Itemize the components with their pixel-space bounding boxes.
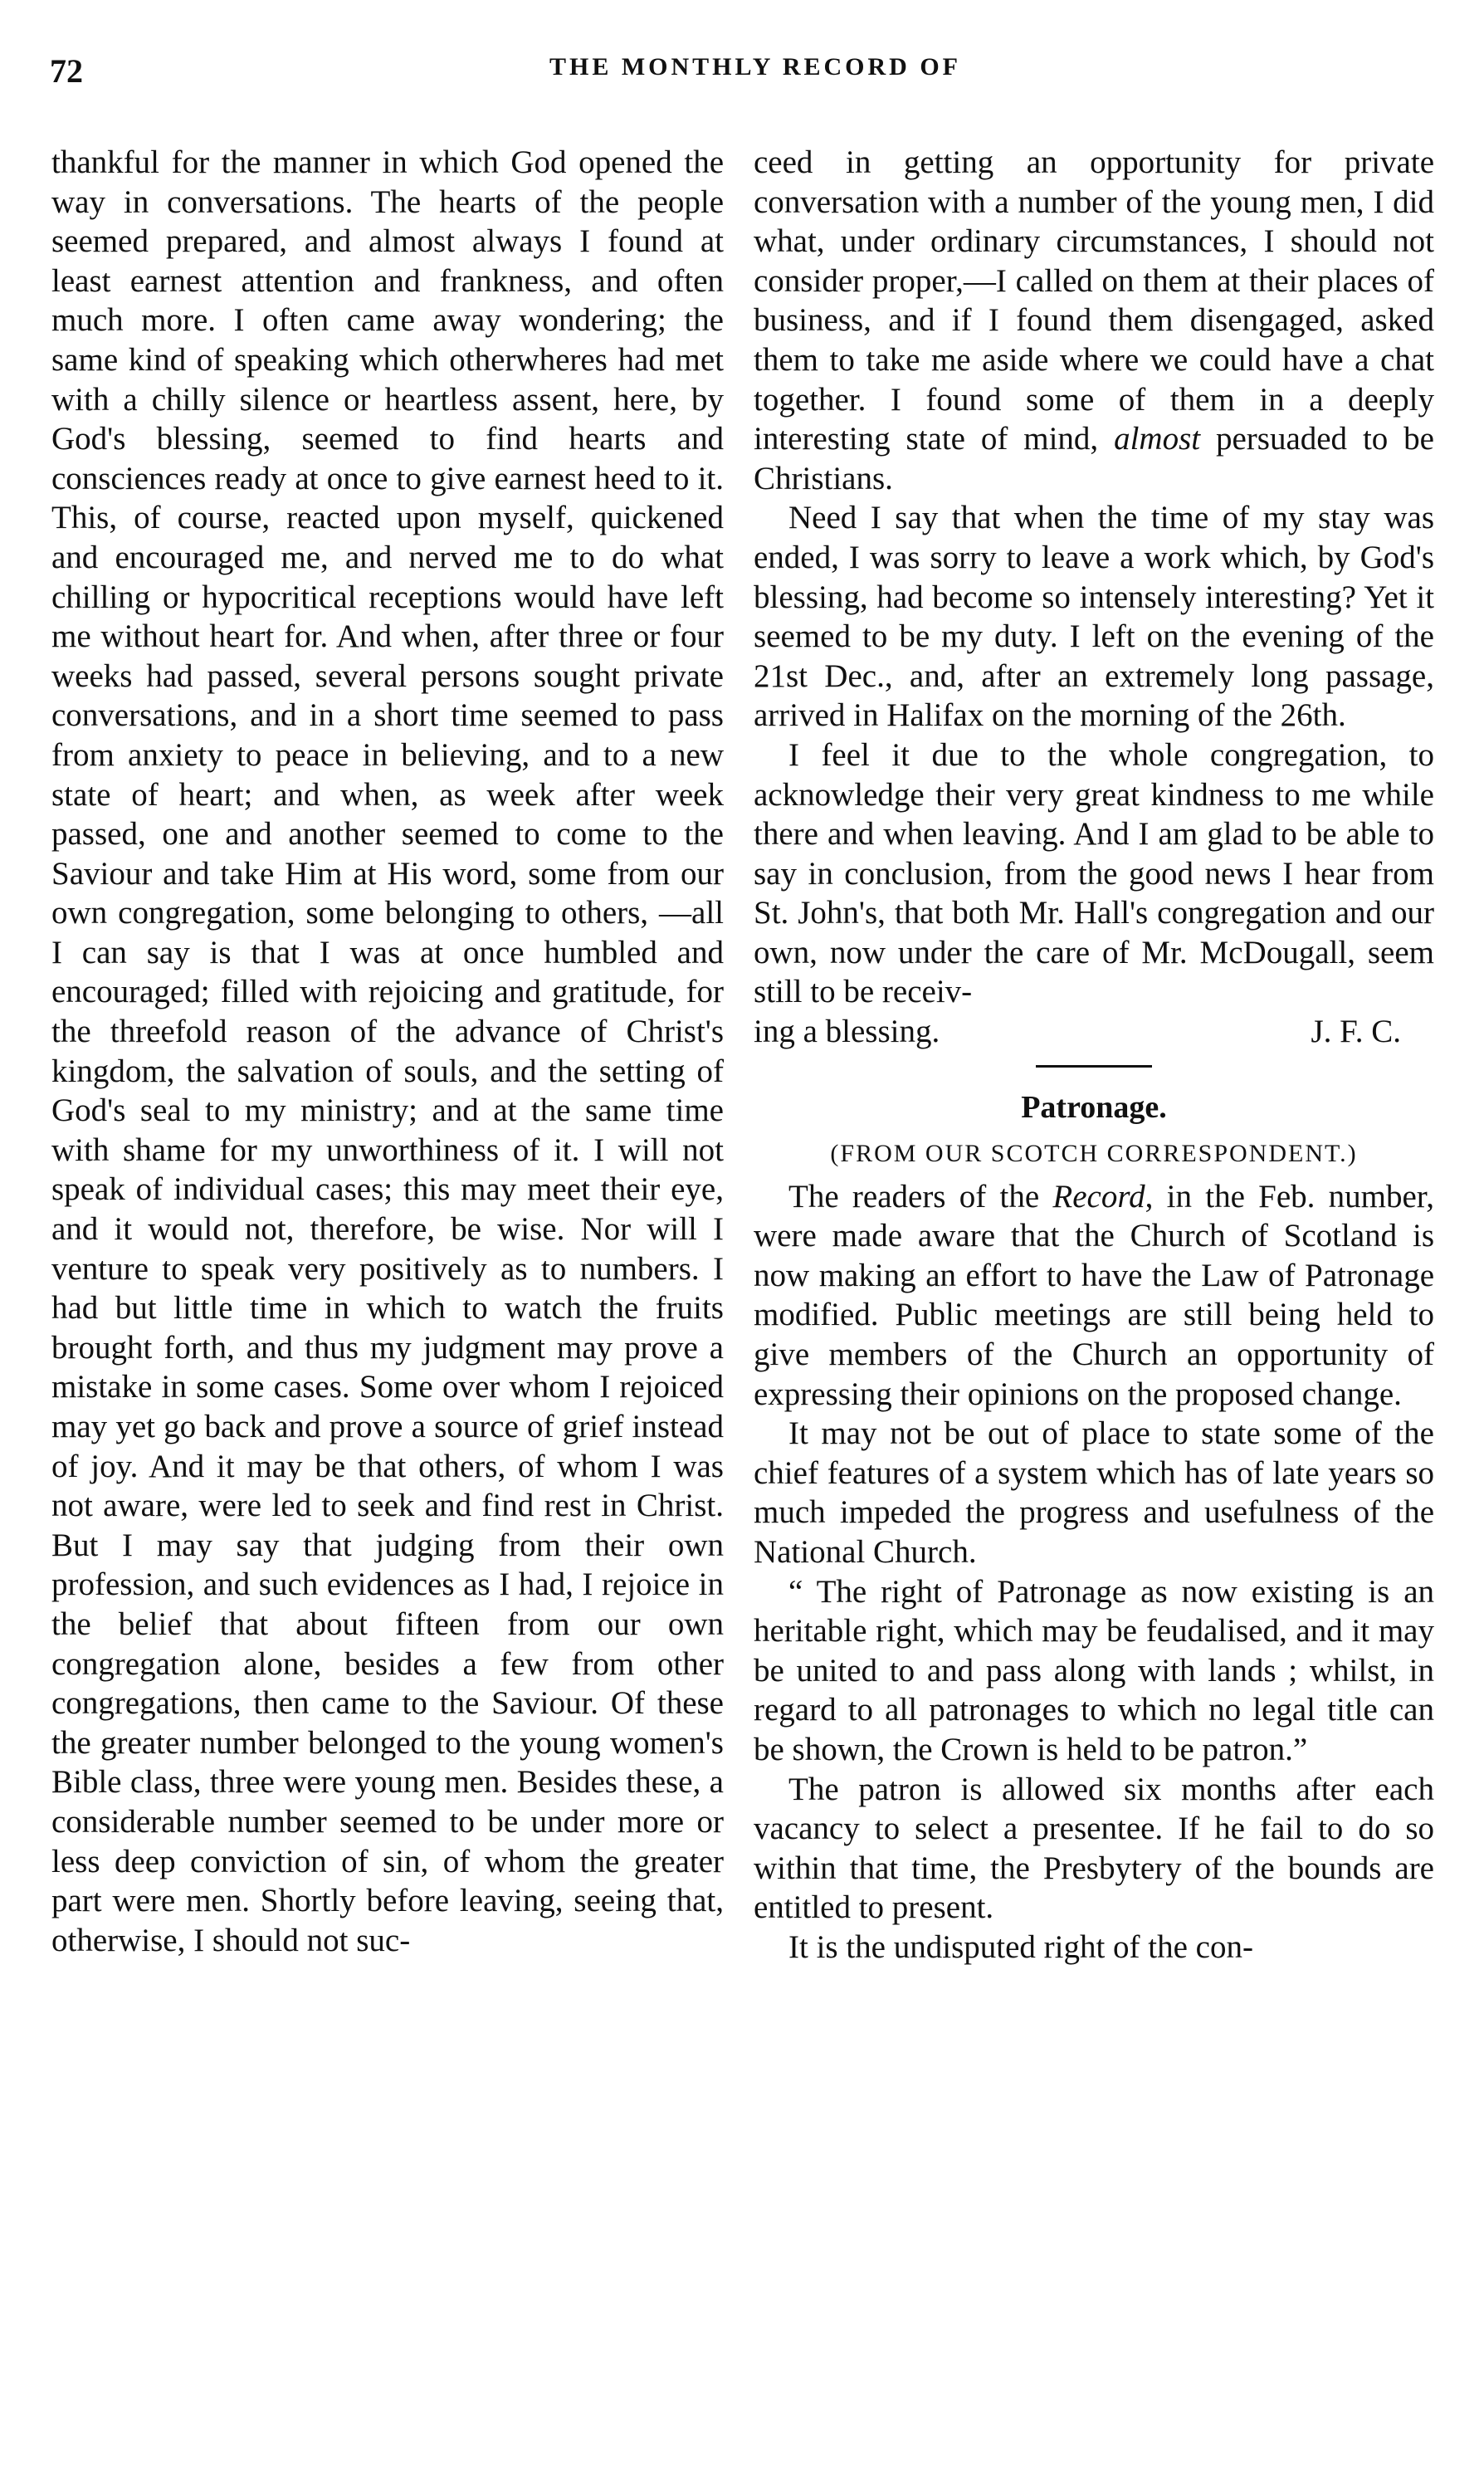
right-paragraph-4-text-b: , in the Feb. number, were made aware that the Church of Scotland is now making an effort to have the Law of Patronage modified. Public meetings are still being held to give members of the Church an opportunity of expressing their opinions on the proposed change. [754,1178,1434,1412]
signature-line [754,1012,1434,1052]
right-paragraph-4-italic: Record [1052,1178,1145,1215]
right-column [754,143,1434,1967]
right-paragraph-1-text-a: ceed in getting an opportunity for private conversation with a number of the young men, I did what, under ordinary circumstances, I should not consider proper,—I called on them at their places of business, and if I found them disengaged, asked them to take me aside where we could have a chat together. I found some of them in a deeply interesting state of mind, [754,144,1434,457]
left-column [51,143,724,1960]
right-paragraph-5: It may not be out of place to state some of the chief features of a system which has of late years so much impeded the progress and usefulness of the National Church. [754,1415,1434,1570]
right-paragraph-1-text-b: persuaded to be Christians. [754,421,1434,496]
right-paragraph-8: It is the undisputed right of the con- [788,1928,1253,1965]
page-number: 72 [50,52,83,90]
section-divider [1036,1065,1152,1068]
running-title: THE MONTHLY RECORD OF [549,53,961,81]
right-paragraph-2: Need I say that when the time of my stay was ended, I was sorry to leave a work which, by God's blessing, had become so intensely interesting? Yet it seemed to be my duty. I left on the evening of the 21st Dec., and, after an extremely long passage, arrived in Halifax on the morning of the 26th. [754,500,1434,734]
right-paragraph-4 [754,1177,1434,1415]
right-paragraph-3: I feel it due to the whole congregation, to acknowledge their very great kindness to me while there and when leaving. And I am glad to be able to say in conclusion, from the good news I hear from St. John's, that both Mr. Hall's congregation and our own, now under the care of Mr. McDougall, seem still to be receiv- [754,736,1434,1010]
section-subtitle: (FROM OUR SCOTCH CORRESPONDENT.) [830,1139,1358,1167]
right-paragraph-1-italic: almost [1114,421,1201,457]
right-paragraph-4-text-a: The readers of the [788,1178,1053,1215]
right-paragraph-3-last-line: ing a blessing. [754,1014,940,1050]
right-paragraph-6: “ The right of Patronage as now existing is an heritable right, which may be feudalised, and it may be united to and pass along with lands ; whilst, in regard to all patronages to which no legal title can be shown, the Crown is held to be patron.” [754,1573,1434,1767]
right-paragraph-1 [754,143,1434,498]
page-header [50,51,1461,101]
right-paragraph-7: The patron is allowed six months after each vacancy to select a presentee. If he fail to do so within that time, the Presbytery of the bounds are entitled to present. [754,1771,1434,1926]
section-title: Patronage. [1021,1089,1167,1125]
author-signature: J. F. C. [1311,1014,1401,1050]
left-paragraph-1: thankful for the manner in which God opened the way in conversations. The hearts of the people seemed prepared, and almost always I found at least earnest attention and frankness, and often much more. I often came away wondering; the same kind of speaking which otherwheres had met with a chilly silence or heartless assent, here, by God's blessing, seemed to find hearts and consciences ready at once to give earnest heed to it. This, of course, reacted upon myself, quickened and encouraged me, and nerved me to do what chilling or hypocritical receptions would have left me without heart for. And when, after three or four weeks had passed, several persons sought private conversations, and in a short time seemed to pass from anxiety to peace in believing, and to a new state of heart; and when, as week after week passed, one and another seemed to come to the Saviour and take Him at His word, some from our own congregation, some belonging to others, —all I can say is that I was at once humbled and encouraged; filled with rejoicing and gratitude, for the threefold reason of the advance of Christ's kingdom, the salvation of souls, and the setting of God's seal to my ministry; and at the same time with shame for my unworthiness of it. I will not speak of individual cases; this may meet their eye, and it would not, therefore, be wise. Nor will I venture to speak very positively as to numbers. I had but little time in which to watch the fruits brought forth, and thus my judgment may prove a mistake in some cases. Some over whom I rejoiced may yet go back and prove a source of grief instead of joy. And it may be that others, of whom I was not aware, were led to seek and find rest in Christ. But I may say that judging from their own profession, and such evidences as I had, I rejoice in the belief that about fifteen from our own congregation alone, besides a few from other congregations, then came to the Saviour. Of these the greater number belonged to the young women's Bible class, three were young men. Besides these, a considerable number seemed to be under more or less deep conviction of sin, of whom the greater part were men. Shortly before leaving, seeing that, otherwise, I should not suc- [51,144,724,1958]
